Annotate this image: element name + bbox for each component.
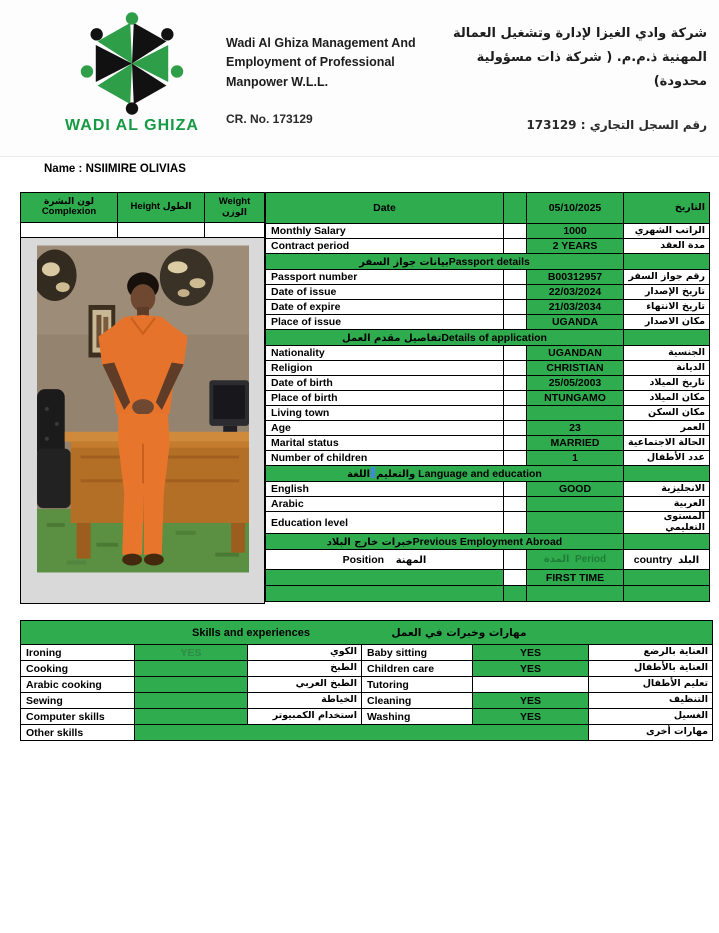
company-name-english — [226, 34, 416, 92]
skill-label-ar: العناية بالرضع — [589, 645, 713, 661]
skill-label-ar: مهارات أخرى — [589, 725, 713, 741]
period-header: المدة Period — [527, 550, 624, 570]
field-label-ar: رقم جواز السفر — [624, 270, 710, 285]
field-label: Contract period — [266, 239, 504, 254]
marital-status-row — [266, 436, 710, 451]
date-row — [266, 193, 710, 224]
field-label-ar: مكان الميلاد — [624, 391, 710, 406]
field-value — [527, 497, 624, 512]
skill-value: YES — [473, 709, 589, 725]
skills-row — [21, 661, 713, 677]
field-label-ar: الراتب الشهري — [624, 224, 710, 239]
language-section-header — [266, 466, 710, 482]
skill-label: Washing — [362, 709, 473, 725]
complexion-header: لون البشرة Complexion — [21, 193, 118, 223]
skill-label-ar: العناية بالأطفال — [589, 661, 713, 677]
skill-value: YES — [135, 645, 248, 661]
company-logo-word: WADI AL GHIZA — [65, 117, 199, 134]
field-label-ar: الانجليزية — [624, 482, 710, 497]
field-label-ar: المستوى التعليمي — [624, 512, 710, 534]
skill-value — [135, 709, 248, 725]
contract-period-row — [266, 239, 710, 254]
company-name-line1: Wadi Al Ghiza Management And — [226, 36, 416, 50]
employment-value: FIRST TIME — [527, 570, 624, 586]
field-label-ar: الجنسية — [624, 346, 710, 361]
field-label-ar: مكان السكن — [624, 406, 710, 421]
field-label: Place of birth — [266, 391, 504, 406]
field-value: CHRISTIAN — [527, 361, 624, 376]
field-value: GOOD — [527, 482, 624, 497]
field-label-ar: تاريخ الإصدار — [624, 285, 710, 300]
company-name-ar-line1: شركة وادي الغيزا لإدارة وتشغيل العمالة — [452, 26, 707, 41]
skill-label: Arabic cooking — [21, 677, 135, 693]
field-value: 21/03/2034 — [527, 300, 624, 315]
field-label-ar: تاريخ الميلاد — [624, 376, 710, 391]
skill-label: Tutoring — [362, 677, 473, 693]
nationality-row — [266, 346, 710, 361]
skill-value: YES — [473, 661, 589, 677]
profile-values-row — [21, 223, 265, 238]
age-row — [266, 421, 710, 436]
skills-row — [21, 645, 713, 661]
monthly-salary-row — [266, 224, 710, 239]
field-label: Arabic — [266, 497, 504, 512]
application-section-header — [266, 330, 710, 346]
children-row — [266, 451, 710, 466]
field-label: Marital status — [266, 436, 504, 451]
company-name-arabic — [437, 22, 707, 94]
field-label-ar: العمر — [624, 421, 710, 436]
field-label: Passport number — [266, 270, 504, 285]
skills-table — [20, 620, 712, 741]
living-town-row — [266, 406, 710, 421]
skill-value: YES — [473, 693, 589, 709]
skill-label: Sewing — [21, 693, 135, 709]
height-value — [118, 223, 205, 238]
section-title-en: Details of application — [441, 331, 547, 344]
height-header: Height الطول — [118, 193, 205, 223]
date-of-expire-row — [266, 300, 710, 315]
company-name-line2: Employment of Professional — [226, 55, 395, 70]
field-value: 25/05/2003 — [527, 376, 624, 391]
company-name-ar-line2: المهنية ذ.م.م. ( شركة ذات مسؤولية — [476, 50, 707, 66]
section-title-ar: بيانات جواز السفر — [359, 256, 449, 268]
passport-section-header — [266, 254, 710, 270]
skills-row — [21, 709, 713, 725]
company-name-ar-line3: محدودة) — [653, 74, 707, 90]
field-value — [527, 406, 624, 421]
date-label-ar: التاريخ — [624, 193, 710, 224]
section-title-ar: اللغة — [347, 469, 371, 480]
name-label: Name : — [44, 163, 83, 175]
field-label: Living town — [266, 406, 504, 421]
arabic-row — [266, 497, 710, 512]
skills-row — [21, 677, 713, 693]
section-title-ar2: والتعليم — [376, 469, 416, 480]
place-of-birth-row — [266, 391, 710, 406]
photo-row — [21, 238, 265, 604]
section-title-en: Passport details — [448, 255, 530, 268]
field-label: Number of children — [266, 451, 504, 466]
skills-title-en: Skills and experiences — [191, 626, 311, 639]
field-value: 2 YEARS — [527, 239, 624, 254]
applicant-name-line — [44, 163, 186, 175]
name-value: NSIIMIRE OLIVIAS — [85, 163, 186, 175]
field-value: MARRIED — [527, 436, 624, 451]
date-of-issue-row — [266, 285, 710, 300]
passport-number-row — [266, 270, 710, 285]
employment-empty-row — [266, 586, 710, 602]
religion-row — [266, 361, 710, 376]
country-header: country البلد — [624, 550, 710, 570]
first-time-row — [266, 570, 710, 586]
field-label-ar: مكان الاصدار — [624, 315, 710, 330]
skill-value: YES — [473, 645, 589, 661]
field-label: Age — [266, 421, 504, 436]
date-label: Date — [266, 193, 504, 224]
skill-label: Children care — [362, 661, 473, 677]
field-label: Education level — [266, 512, 504, 534]
skill-label-ar: الكوي — [248, 645, 362, 661]
company-logo-block — [52, 12, 212, 135]
cr-number-arabic: رقم السجل التجاري : 173129 — [526, 118, 707, 132]
skill-label-ar: تعليم الأطفال — [589, 677, 713, 693]
field-label: Place of issue — [266, 315, 504, 330]
field-label: Date of expire — [266, 300, 504, 315]
field-label-ar: الديانة — [624, 361, 710, 376]
weight-header: Weight الوزن — [205, 193, 265, 223]
skill-label-ar: التنظيف — [589, 693, 713, 709]
place-of-issue-row — [266, 315, 710, 330]
field-value: 23 — [527, 421, 624, 436]
field-value: 22/03/2024 — [527, 285, 624, 300]
field-label: Date of issue — [266, 285, 504, 300]
education-level-row — [266, 512, 710, 534]
other-skills-row — [21, 725, 713, 741]
employment-columns-row — [266, 550, 710, 570]
field-value: NTUNGAMO — [527, 391, 624, 406]
section-title-en: Language and education — [415, 468, 542, 480]
section-title-en: Previous Employment Abroad — [412, 535, 563, 548]
text-cursor-highlight — [371, 467, 375, 478]
field-label-ar: عدد الأطفال — [624, 451, 710, 466]
skill-label-ar: الخياطة — [248, 693, 362, 709]
field-value: 1 — [527, 451, 624, 466]
skill-label-ar: الطبخ العربي — [248, 677, 362, 693]
field-value: 1000 — [527, 224, 624, 239]
skill-label: Cleaning — [362, 693, 473, 709]
skill-label: Baby sitting — [362, 645, 473, 661]
skills-header-row — [21, 621, 713, 645]
english-row — [266, 482, 710, 497]
cr-number-english: CR. No. 173129 — [226, 112, 313, 126]
details-pane — [265, 192, 710, 602]
section-title-ar: تفاصيل مقدم العمل — [342, 332, 442, 344]
profile-header-row — [21, 193, 265, 223]
field-label: Nationality — [266, 346, 504, 361]
company-logo — [79, 12, 185, 115]
skill-value — [135, 661, 248, 677]
skill-value — [135, 677, 248, 693]
section-title-ar: خبرات خارج البلاد — [326, 536, 413, 548]
company-header — [0, 0, 719, 157]
field-label-ar: مدة العقد — [624, 239, 710, 254]
skill-label-ar: استخدام الكمبيوتر — [248, 709, 362, 725]
company-name-line3: Manpower W.L.L. — [226, 74, 329, 89]
skill-label: Computer skills — [21, 709, 135, 725]
other-skills-value — [135, 725, 589, 741]
weight-value — [205, 223, 265, 238]
field-label: English — [266, 482, 504, 497]
skills-title-ar: مهارات وخبرات في العمل — [391, 626, 527, 639]
date-of-birth-row — [266, 376, 710, 391]
field-value: UGANDAN — [527, 346, 624, 361]
previous-employment-section-header — [266, 534, 710, 550]
applicant-photo — [37, 245, 249, 573]
skills-row — [21, 693, 713, 709]
field-value: B00312957 — [527, 270, 624, 285]
skill-value — [135, 693, 248, 709]
skill-label: Other skills — [21, 725, 135, 741]
skill-label: Ironing — [21, 645, 135, 661]
main-details-table — [20, 192, 708, 604]
skill-value — [473, 677, 589, 693]
skill-label: Cooking — [21, 661, 135, 677]
photo-cell — [21, 238, 265, 604]
complexion-value — [21, 223, 118, 238]
field-label: Date of birth — [266, 376, 504, 391]
field-label-ar: العربية — [624, 497, 710, 512]
field-label: Religion — [266, 361, 504, 376]
field-value — [527, 512, 624, 534]
profile-photo-pane — [20, 192, 265, 604]
skill-label-ar: الغسيل — [589, 709, 713, 725]
field-label-ar: تاريخ الانتهاء — [624, 300, 710, 315]
position-header: Position المهنة — [266, 550, 504, 570]
field-value: UGANDA — [527, 315, 624, 330]
skill-label-ar: الطبخ — [248, 661, 362, 677]
field-label: Monthly Salary — [266, 224, 504, 239]
date-value: 05/10/2025 — [527, 193, 624, 224]
field-label-ar: الحالة الاجتماعية — [624, 436, 710, 451]
